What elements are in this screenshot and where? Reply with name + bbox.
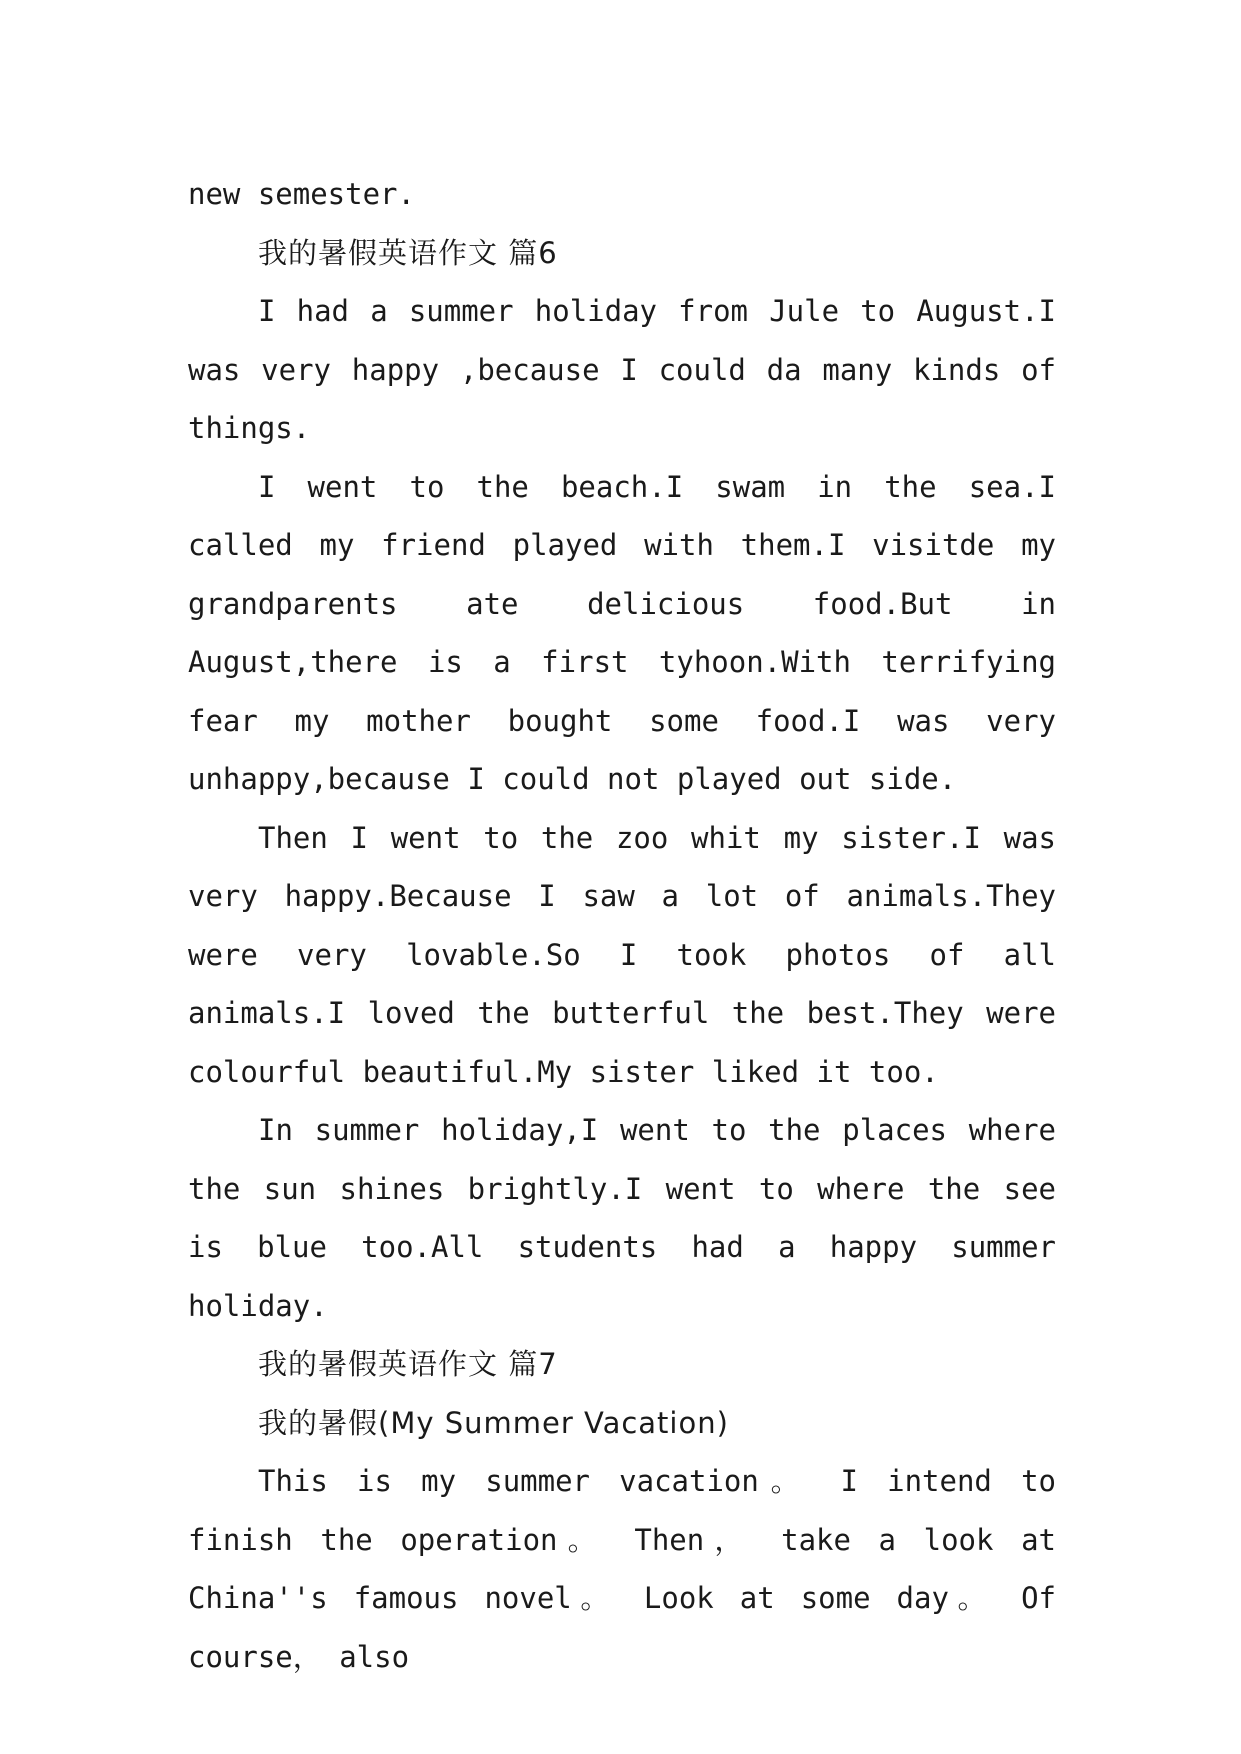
document-body [188, 165, 1056, 1686]
essay-6-paragraph-1: I had a summer holiday from Jule to August.I was very happy ,because I could da many kinds of things. [188, 294, 1056, 445]
essay-7-subtitle: 我的暑假(My Summer Vacation) [258, 1405, 729, 1440]
essay-6-heading: 我的暑假英语作文 篇6 [258, 235, 558, 270]
essay-7-paragraph-1: This is my summer vacation。 I intend to finish the operation。 Then， take a look at China''s famous novel。 Look at some day。 Of course， also [188, 1464, 1056, 1674]
essay-6-paragraph-3: Then I went to the zoo whit my sister.I was very happy.Because I saw a lot of animals.They were very lovable.So I took photos of all animals.I loved the butterful the best.They were colourful beautiful.My sister liked it too. [188, 820, 1056, 1089]
essay-6-paragraph-4: In summer holiday,I went to the places where the sun shines brightly.I went to where the see is blue too.All students had a happy summer holiday. [188, 1113, 1056, 1323]
essay-6-paragraph-2: I went to the beach.I swam in the sea.I called my friend played with them.I visitde my grandparents ate delicious food.But in August,there is a first tyhoon.With terrifying fear my mother bought some food.I was very unhappy,because I could not played out side. [188, 469, 1056, 796]
continuation-line: new semester. [188, 177, 415, 211]
essay-7-heading: 我的暑假英语作文 篇7 [258, 1347, 558, 1381]
